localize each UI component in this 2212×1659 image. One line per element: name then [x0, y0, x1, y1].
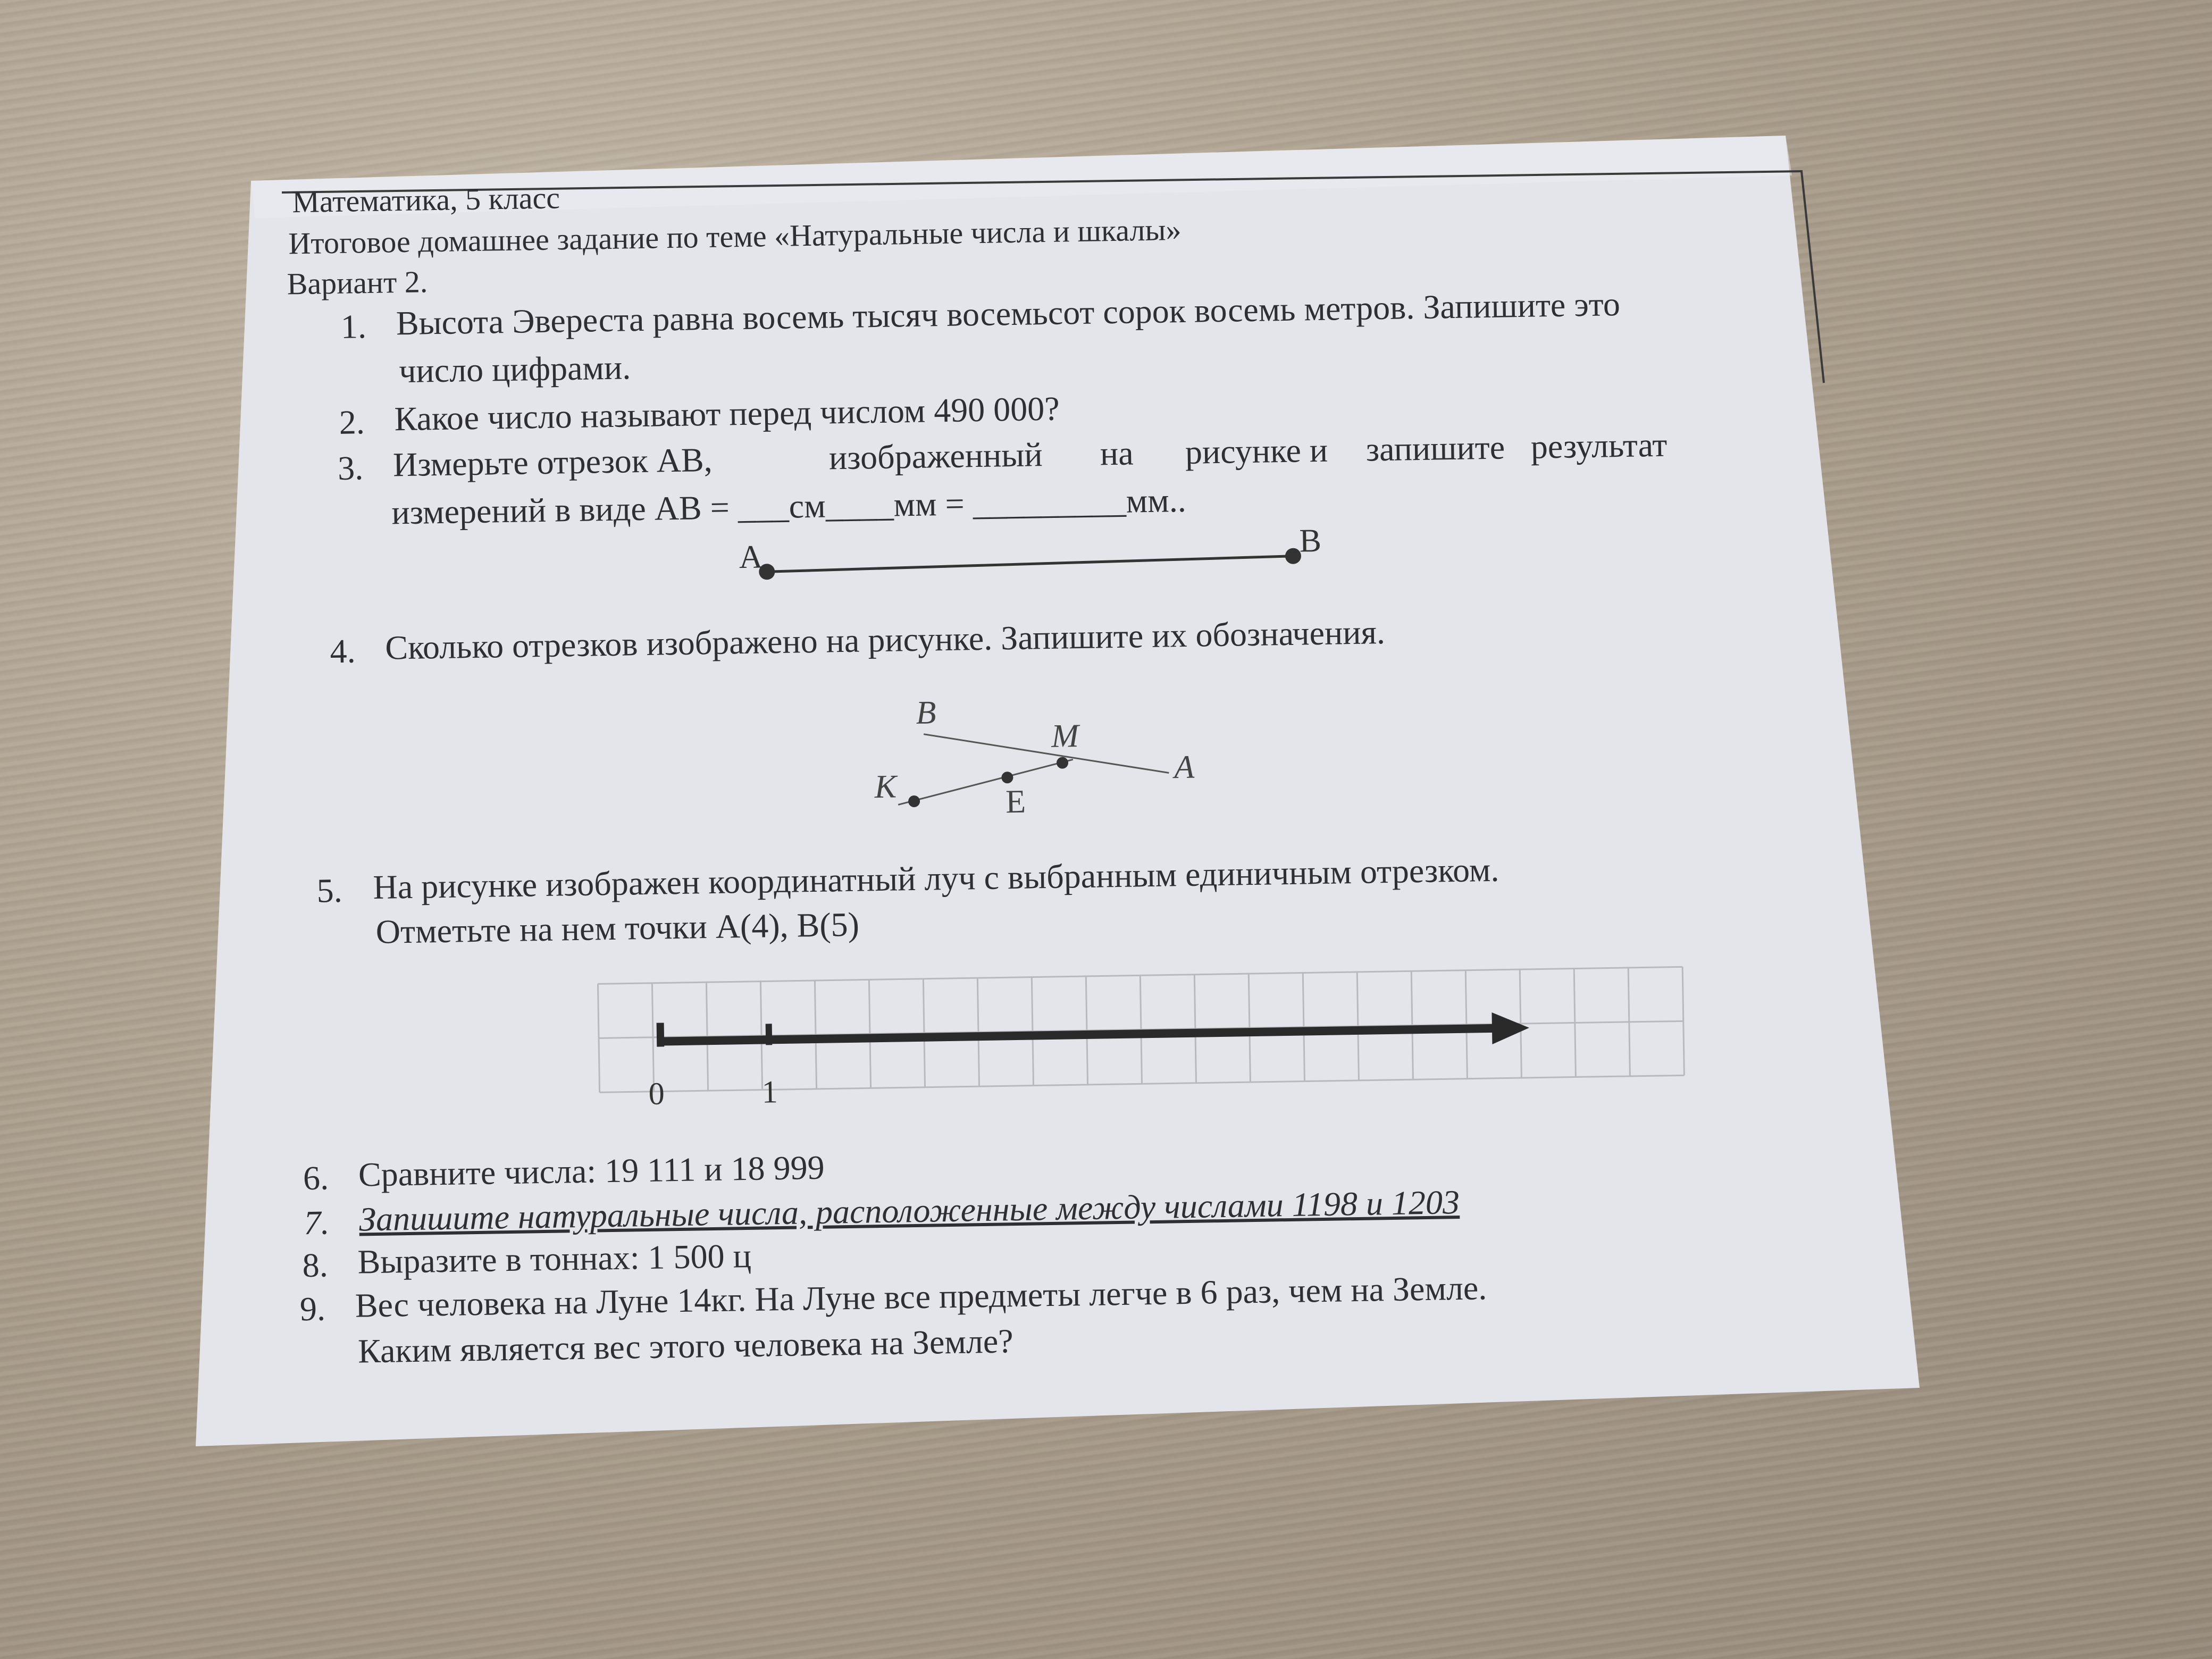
- task-8-text: Выразите в тоннах: 1 500 ц: [357, 1236, 752, 1281]
- task-1-text: Высота Эвереста равна восемь тысяч восемьсот сорок восемь метров. Запишите это: [396, 285, 1621, 342]
- line-ba: [924, 730, 1169, 776]
- label-a: А: [739, 539, 764, 576]
- task-5-text: На рисунке изображен координатный луч с выбранным единичным отрезком.: [372, 850, 1499, 906]
- segment-ab-line: [767, 556, 1293, 572]
- segment-ab-figure: [729, 515, 1368, 599]
- task-3-text-part-6: результат: [1530, 425, 1668, 466]
- subject-line: Математика, 5 класс: [291, 180, 560, 220]
- tick-zero: [660, 1023, 661, 1047]
- task-3-text-part-1: Измерьте отрезок АВ,: [392, 440, 713, 484]
- task-4-text: Сколько отрезков изображено на рисунке. Запишите их обозначения.: [384, 613, 1386, 667]
- task-1-number: 1.: [340, 307, 367, 346]
- line-km: [898, 759, 1074, 805]
- task-4-number: 4.: [329, 632, 356, 671]
- task-1-text-cont: число цифрами.: [398, 348, 631, 390]
- task-6-number: 6.: [303, 1159, 329, 1197]
- label-k-point: K: [874, 768, 897, 806]
- label-a-point: A: [1174, 749, 1195, 786]
- task-7-number: 7.: [303, 1203, 330, 1242]
- label-e-point: E: [1005, 783, 1026, 820]
- task-9-text-cont: Каким является вес этого человека на Земле?: [357, 1322, 1014, 1370]
- worksheet: [266, 133, 1934, 1435]
- point-b: [1285, 548, 1301, 564]
- task-6-text: Сравните числа: 19 111 и 18 999: [358, 1148, 825, 1194]
- task-5-number: 5.: [316, 871, 343, 910]
- task-5-text-cont: Отметьте на нем точки А(4), В(5): [375, 905, 860, 951]
- task-3-number: 3.: [337, 449, 364, 487]
- label-m-point: M: [1051, 718, 1079, 755]
- segments-figure: [838, 676, 1266, 853]
- task-8-number: 8.: [302, 1246, 329, 1285]
- point-e: [1001, 772, 1013, 783]
- task-9-text: Вес человека на Луне 14кг. На Луне все предметы легче в 6 раз, чем на Земле.: [355, 1269, 1487, 1325]
- task-2-text: Какое число называют перед числом 490 000?: [394, 389, 1060, 438]
- task-3-text-part-5: запишите: [1365, 428, 1505, 468]
- coordinate-ray-figure: [587, 945, 1728, 1133]
- label-b: В: [1298, 522, 1322, 559]
- task-9-number: 9.: [299, 1289, 326, 1328]
- ray-arrowhead: [1492, 1012, 1529, 1044]
- label-b-point: B: [915, 694, 936, 731]
- task-7-text: Запишите натуральные числа, расположенные между числами 1198 и 1203: [358, 1183, 1460, 1238]
- point-k: [908, 795, 920, 807]
- label-zero: 0: [648, 1076, 665, 1111]
- assignment-title: Итоговое домашнее задание по теме «Натуральные числа и шкалы»: [288, 212, 1182, 261]
- task-3-text-part-3: на: [1100, 434, 1134, 473]
- task-3-answer-template: измерений в виде АВ = ___см____мм = _________мм..: [391, 481, 1187, 532]
- task-3-text-part-4: рисунке и: [1185, 431, 1328, 471]
- variant-label: Вариант 2.: [287, 264, 428, 301]
- point-m: [1057, 757, 1068, 768]
- task-3-text-part-2: изображенный: [828, 435, 1043, 477]
- label-one: 1: [761, 1074, 778, 1110]
- task-2-number: 2.: [339, 403, 365, 441]
